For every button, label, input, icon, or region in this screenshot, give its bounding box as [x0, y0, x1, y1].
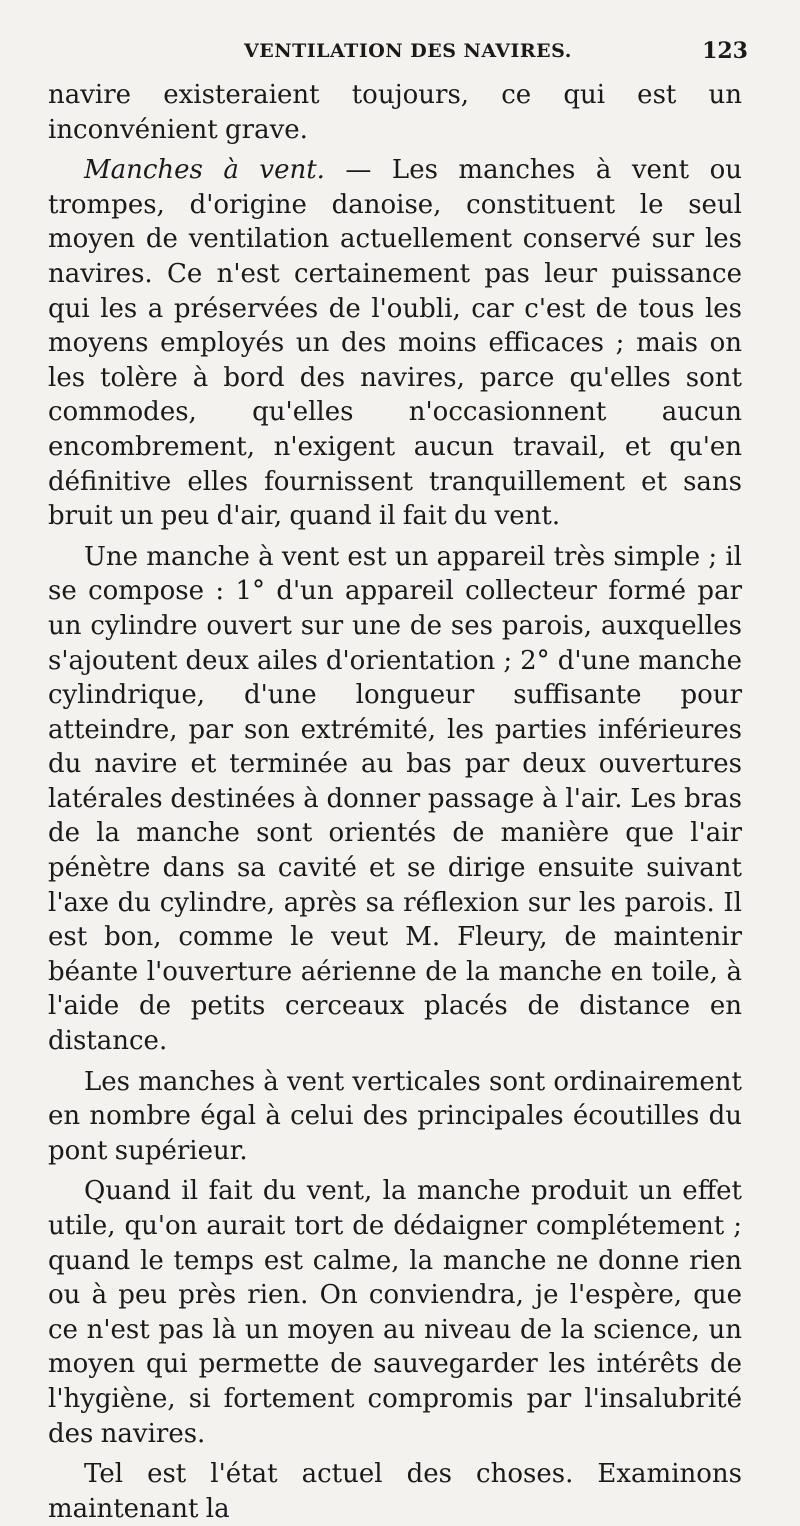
- paragraph-text: Quand il fait du vent, la manche produit un effet utile, qu'on aurait tort de dédaigner complétement ; quand le temps est calme, la manche ne donne rien ou à peu près rien. On conviendra, je l'espère, que ce n'est pas là un moyen au niveau de la science, un moyen qui permette de sauvegarder les intérêts de l'hygiène, si fortement compromis par l'insalubrité des navires.: [48, 1176, 742, 1449]
- page-number: 123: [702, 38, 748, 64]
- paragraph-4: [48, 1065, 742, 1169]
- page-header: [48, 34, 748, 74]
- paragraph-text: Tel est l'état actuel des choses. Examinons maintenant la: [48, 1459, 742, 1524]
- paragraph-text: navire existeraient toujours, ce qui est un inconvénient grave.: [48, 80, 742, 145]
- paragraph-2: [48, 153, 742, 534]
- running-title: VENTILATION DES NAVIRES.: [244, 40, 572, 62]
- paragraph-3: [48, 540, 742, 1059]
- paragraph-6: [48, 1457, 742, 1526]
- section-lead: Manches à vent.: [84, 155, 325, 186]
- paragraph-text: Les manches à vent verticales sont ordinairement en nombre égal à celui des principales écoutilles du pont supérieur.: [48, 1066, 742, 1166]
- paragraph-5: [48, 1174, 742, 1451]
- paragraph-text: — Les manches à vent ou trompes, d'origine danoise, constituent le seul moyen de ventilation actuellement conservé sur les navires. Ce n'est certainement pas leur puissance qui les a préservées de l'oubli, car c'est de tous les moyens employés un des moins efficaces ; mais on les tolère à bord des navires, parce qu'elles sont commodes, qu'elles n'occasionnent aucun encombrement, n'exigent aucun travail, et qu'en définitive elles fournissent tranquillement et sans bruit un peu d'air, quand il fait du vent.: [48, 155, 743, 532]
- body-text: [48, 78, 742, 1526]
- paragraph-text: Une manche à vent est un appareil très simple ; il se compose : 1° d'un appareil collecteur formé par un cylindre ouvert sur une de ses parois, auxquelles s'ajoutent deux ailes d'orientation ; 2° d'une manche cylindrique, d'une longueur suffisante pour atteindre, par son extrémité, les parties inférieures du navire et terminée au bas par deux ouvertures latérales destinées à donner passage à l'air. Les bras de la manche sont orientés de manière que l'air pénètre dans sa cavité et se dirige ensuite suivant l'axe du cylindre, après sa réflexion sur les parois. Il est bon, comme le veut M. Fleury, de maintenir béante l'ouverture aérienne de la manche en toile, à l'aide de petits cerceaux placés de distance en distance.: [48, 541, 742, 1057]
- paragraph-1: [48, 78, 742, 147]
